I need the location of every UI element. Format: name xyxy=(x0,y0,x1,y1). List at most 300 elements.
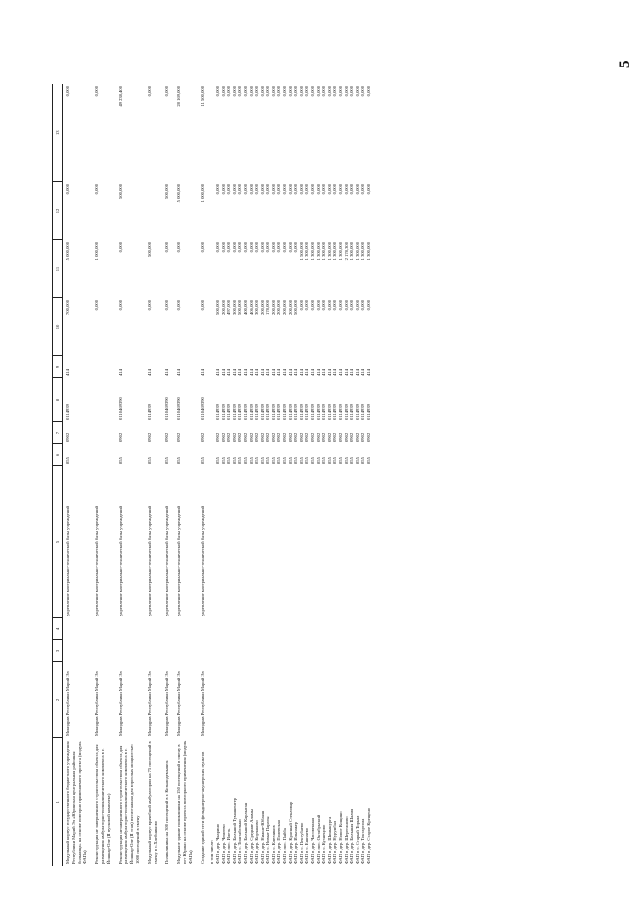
table-cell: 0,000 xyxy=(94,184,100,195)
table-cell: 0,000 xyxy=(310,300,316,311)
table-cell: 0114939 xyxy=(365,404,371,420)
table-cell xyxy=(162,640,174,662)
table-cell: укрепление материально-технической базы учреждений xyxy=(146,505,152,616)
fap-row xyxy=(366,84,372,866)
table-cell: 0,000 xyxy=(226,184,232,195)
table-cell: 0114939 xyxy=(298,404,304,420)
table-cell: 0114939 xyxy=(332,404,338,420)
table-cell: 414 xyxy=(65,369,70,376)
table-cell: 414 xyxy=(237,369,243,376)
table-cell: 0902 xyxy=(282,432,288,442)
table-cell: 0,000 xyxy=(360,184,366,195)
fap-name: ФАП в дер. Старое Крещено xyxy=(365,807,371,864)
table-cell: 0,000 xyxy=(354,184,360,195)
table-cell: 0,000 xyxy=(315,300,321,311)
table-cell: 0114939 xyxy=(226,404,232,420)
table-cell: 0,000 xyxy=(338,86,343,97)
table-cell: 414 xyxy=(287,369,293,376)
empty-cell xyxy=(366,662,372,738)
table-cell: 0,000 xyxy=(349,86,355,97)
table-cell: 0902 xyxy=(343,432,349,442)
table-cell: 0,000 xyxy=(304,184,310,195)
table-cell: 0902 xyxy=(310,432,316,442)
table-cell: 0,000 xyxy=(270,184,276,195)
table-cell: 0,000 xyxy=(231,184,237,195)
table-cell: 500,000 xyxy=(293,300,299,315)
table-cell: 497,000 xyxy=(226,300,232,315)
table-cell: 0,000 xyxy=(321,300,327,311)
table-cell: 0,000 xyxy=(237,86,243,97)
table-cell: 406,000 xyxy=(248,300,254,315)
table-cell: 0902 xyxy=(298,432,304,442)
table-cell: 0902 xyxy=(338,432,343,442)
fap-name: ФАП в с. Новые Параты xyxy=(265,816,271,864)
table-cell xyxy=(92,444,115,466)
table-cell: 0,000 xyxy=(65,86,70,97)
table-cell: 414 xyxy=(282,369,288,376)
fap-name: ФАП в с. Старый Торьял xyxy=(354,815,360,864)
table-cell xyxy=(92,640,115,662)
table-cell: 855 xyxy=(237,457,243,464)
table-cell: 0902 xyxy=(164,432,170,442)
table-cell: 1 300,000 xyxy=(315,242,321,261)
table-cell: 0902 xyxy=(199,432,205,442)
fap-name: ФАП в дер. Ильпакер xyxy=(293,821,299,864)
empty-cell xyxy=(366,640,372,662)
table-cell: 855 xyxy=(332,457,338,464)
table-cell: 0,000 xyxy=(321,184,327,195)
table-cell: 0114939 xyxy=(242,404,248,420)
in-that-number-label: в том числе: xyxy=(209,840,215,864)
table-cell: 0,000 xyxy=(349,184,355,195)
project-row xyxy=(174,84,197,866)
table-cell: 855 xyxy=(310,457,316,464)
table-cell: 0114939 xyxy=(349,404,355,420)
table-cell xyxy=(92,356,115,378)
table-cell: 0,000 xyxy=(360,300,366,311)
fap-name: ФАП в пос. Пайба xyxy=(282,828,288,864)
table-cell: 855 xyxy=(176,457,182,464)
table-cell: 200,000 xyxy=(270,300,276,315)
table-cell: 0114939 xyxy=(326,404,332,420)
table-cell: 414 xyxy=(298,369,304,376)
empty-cell xyxy=(366,618,372,640)
table-cell: 200,000 xyxy=(259,300,265,315)
table-cell: 1 300,000 xyxy=(310,242,316,261)
table-cell: 414 xyxy=(310,369,316,376)
column-header: 5 xyxy=(53,466,63,618)
table-cell: 0,000 xyxy=(326,184,332,195)
table-cell: Реконструкция незавершенного строительством объекта для размещения амбулаторно-поликлинического комплекса в г. Йошкар-Оле (II этап) пятиэтажная для взрослых мощностью 1000 посещений в смену xyxy=(117,744,140,864)
table-cell: 0,000 xyxy=(117,242,123,253)
table-cell: 0902 xyxy=(265,432,271,442)
table-cell: 855 xyxy=(220,457,226,464)
table-cell: 0,000 xyxy=(146,86,152,97)
table-cell: 414 xyxy=(321,369,327,376)
table-cell: 0,000 xyxy=(304,86,310,97)
table-cell: 0,000 xyxy=(287,242,293,253)
project-row xyxy=(116,84,145,866)
table-cell: 0114939 xyxy=(270,404,276,420)
table-cell: 0902 xyxy=(365,432,371,442)
table-cell: 2 178,300 xyxy=(343,242,349,261)
table-cell: 500,000 xyxy=(117,184,123,199)
table-cell: 0,000 xyxy=(343,184,349,195)
fap-name: ФАП в пос. Илеть xyxy=(226,828,232,864)
table-cell: 0,000 xyxy=(270,242,276,253)
table-cell: 414 xyxy=(164,369,170,376)
fap-name: ФАП в дер. Большая Шалия xyxy=(349,808,355,864)
table-cell: 0902 xyxy=(293,432,299,442)
table-cell: 855 xyxy=(349,457,355,464)
table-body xyxy=(63,84,372,866)
table-cell xyxy=(63,618,93,640)
table-cell: укрепление материально-технической базы учреждений xyxy=(94,505,100,616)
table-cell: 1 300,000 xyxy=(304,242,310,261)
table-cell: 414 xyxy=(226,369,232,376)
table-cell: 414 xyxy=(220,369,226,376)
table-cell: 0,000 xyxy=(259,242,265,253)
fap-name: ФАП в с. Тоштабельки xyxy=(237,819,243,864)
table-cell: 855 xyxy=(293,457,299,464)
table-cell: 0,000 xyxy=(276,242,282,253)
table-cell: 0902 xyxy=(242,432,248,442)
table-cell: 0,000 xyxy=(226,86,232,97)
table-cell: 0,000 xyxy=(360,86,366,97)
table-cell: укрепление материально-технической базы учреждений xyxy=(199,505,205,616)
table-cell: укрепление материально-технической базы учреждений xyxy=(65,505,70,616)
fap-name: ФАП в дер. Новое Кощино xyxy=(338,811,343,864)
table-cell: Модульное здание поликлиники на 150 посещений в смену в пгт Юрино на основе проекта повторного применения (модуль ФАПа) xyxy=(176,740,193,864)
table-cell: 0114939 xyxy=(360,404,366,420)
fap-name: ФАП в дер. Корчаково xyxy=(254,820,260,864)
table-cell: 0902 xyxy=(226,432,232,442)
table-cell: укрепление материально-технической базы учреждений xyxy=(117,505,123,616)
table-cell xyxy=(174,618,197,640)
table-cell: 0,000 xyxy=(298,300,304,311)
table-cell: Минздрав Республики Марий Эл xyxy=(65,671,70,736)
table-cell: 0,000 xyxy=(310,184,316,195)
table-cell: 0,000 xyxy=(332,300,338,311)
table-cell: 0114939 xyxy=(220,404,226,420)
table-cell: 0110469390 xyxy=(117,397,123,420)
fap-name: ФАП в с. Пектубаево xyxy=(298,822,304,864)
budget-table xyxy=(52,84,372,866)
table-cell: 0,000 xyxy=(94,300,100,311)
fap-name: ФАП в с. Кузнецово xyxy=(321,824,327,864)
table-cell: 0,000 xyxy=(293,184,299,195)
table-cell: 1 000,000 xyxy=(199,184,205,203)
fap-name: ФАП в дер. Шереганово xyxy=(343,816,349,864)
table-cell: 0,000 xyxy=(304,300,310,311)
fap-name: ФАП в дер. Средние Аламы xyxy=(248,809,254,864)
table-cell: укрепление материально-технической базы учреждений xyxy=(176,505,182,616)
table-cell: 414 xyxy=(242,369,248,376)
table-cell: Минздрав Республики Марий Эл xyxy=(146,671,152,736)
table-cell xyxy=(198,640,210,662)
table-cell: 0,000 xyxy=(343,300,349,311)
project-row xyxy=(92,84,115,866)
table-cell: 414 xyxy=(176,369,182,376)
table-cell: 0,000 xyxy=(265,242,271,253)
table-cell: 855 xyxy=(365,457,371,464)
project-row xyxy=(198,84,210,866)
table-cell: 1 300,000 xyxy=(360,242,366,261)
table-cell: 0,000 xyxy=(176,300,182,311)
table-cell: 855 xyxy=(315,457,321,464)
table-cell: 28 169,000 xyxy=(176,86,182,107)
table-cell: 200,000 xyxy=(287,300,293,315)
project-row xyxy=(162,84,174,866)
column-header: 10 xyxy=(53,298,63,356)
table-cell: 855 xyxy=(242,457,248,464)
table-cell: 0,000 xyxy=(231,242,237,253)
table-cell: 300,000 xyxy=(231,300,237,315)
table-cell: 855 xyxy=(343,457,349,464)
table-cell: 414 xyxy=(343,369,349,376)
table-cell: 0,000 xyxy=(293,242,299,253)
table-cell: 0902 xyxy=(254,432,260,442)
table-cell: 0,000 xyxy=(259,184,265,195)
table-cell: 0,000 xyxy=(254,86,260,97)
fap-name: ФАП в дер. Нижне-Юбаяш xyxy=(259,810,265,864)
table-cell: 855 xyxy=(146,457,152,464)
column-header: 11 xyxy=(53,240,63,298)
table-cell: 0902 xyxy=(326,432,332,442)
table-cell: 414 xyxy=(270,369,276,376)
table-cell: 0,000 xyxy=(94,86,100,97)
table-cell: 855 xyxy=(199,457,205,464)
fap-name: ФАП в дер. Шиньшурга xyxy=(326,816,332,864)
table-cell: 0,000 xyxy=(199,300,205,311)
table-cell: 855 xyxy=(354,457,360,464)
table-cell: 0114939 xyxy=(265,404,271,420)
table-cell: укрепление материально-технической базы учреждений xyxy=(164,505,170,616)
table-cell: 1 300,000 xyxy=(326,242,332,261)
table-cell: 855 xyxy=(248,457,254,464)
table-cell: 1 300,000 xyxy=(354,242,360,261)
table-cell: 0,000 xyxy=(237,242,243,253)
table-cell: 0,000 xyxy=(254,184,260,195)
table-cell: 414 xyxy=(276,369,282,376)
table-cell: 414 xyxy=(248,369,254,376)
table-cell: 414 xyxy=(365,369,371,376)
table-cell: 855 xyxy=(214,457,220,464)
table-cell: 1 300,000 xyxy=(338,242,343,261)
table-cell xyxy=(116,640,145,662)
table-cell: 0114939 xyxy=(276,404,282,420)
table-cell: 855 xyxy=(321,457,327,464)
table-cell: 0902 xyxy=(315,432,321,442)
table-cell: 0,000 xyxy=(365,184,371,195)
table-cell xyxy=(145,640,163,662)
table-cell: 0114939 xyxy=(231,404,237,420)
table-cell: 700,000 xyxy=(65,300,70,315)
table-cell: 855 xyxy=(276,457,282,464)
empty-cell xyxy=(366,466,372,618)
column-header: 2 xyxy=(53,662,63,738)
table-cell: 0114939 xyxy=(65,404,70,420)
table-cell: 0114939 xyxy=(248,404,254,420)
table-cell: 0,000 xyxy=(254,242,260,253)
column-header: 13 xyxy=(53,84,63,182)
table-cell: 0902 xyxy=(176,432,182,442)
table-cell: 414 xyxy=(259,369,265,376)
table-cell xyxy=(162,618,174,640)
table-cell: 0114939 xyxy=(354,404,360,420)
table-cell: 200,000 xyxy=(276,300,282,315)
table-cell: 0114939 xyxy=(287,404,293,420)
table-cell: 0,000 xyxy=(270,86,276,97)
table-cell: 0114939 xyxy=(237,404,243,420)
table-cell: 500,000 xyxy=(146,242,152,257)
table-cell: 855 xyxy=(265,457,271,464)
table-cell: 0902 xyxy=(321,432,327,442)
table-cell: 49 238,400 xyxy=(117,86,123,107)
table-cell: 0,000 xyxy=(321,86,327,97)
table-cell: 0,000 xyxy=(332,184,338,195)
table-cell: 0,000 xyxy=(276,86,282,97)
table-cell: 855 xyxy=(226,457,232,464)
table-cell: 0,000 xyxy=(220,86,226,97)
table-cell: 0110469390 xyxy=(176,397,182,420)
column-number-header xyxy=(53,84,63,866)
fap-name: ФАП в дер. Полевская xyxy=(276,820,282,864)
column-header: 7 xyxy=(53,422,63,444)
table-cell: 0902 xyxy=(354,432,360,442)
table-cell: 414 xyxy=(265,369,271,376)
table-cell: 0,000 xyxy=(326,86,332,97)
table-cell: 0902 xyxy=(360,432,366,442)
table-cell xyxy=(198,618,210,640)
table-cell: 0,000 xyxy=(242,184,248,195)
table-cell: 0902 xyxy=(349,432,355,442)
table-cell: 0,000 xyxy=(338,184,343,195)
table-cell: 500,000 xyxy=(164,184,170,199)
table-cell: 0902 xyxy=(248,432,254,442)
column-header: 9 xyxy=(53,356,63,378)
table-cell: 0,000 xyxy=(338,300,343,311)
table-cell: 200,000 xyxy=(282,300,288,315)
table-cell: 0,000 xyxy=(248,86,254,97)
table-cell: 0,000 xyxy=(365,86,371,97)
table-cell: 0114939 xyxy=(293,404,299,420)
table-cell: 1 300,000 xyxy=(349,242,355,261)
table-cell: 0,000 xyxy=(287,184,293,195)
rotated-table-wrapper xyxy=(52,84,627,866)
table-cell: 0114939 xyxy=(214,404,220,420)
table-cell: 0,000 xyxy=(164,86,170,97)
table-cell: 0902 xyxy=(332,432,338,442)
column-header: 12 xyxy=(53,182,63,240)
table-cell: 0110469390 xyxy=(199,397,205,420)
table-cell: 414 xyxy=(332,369,338,376)
table-cell: 855 xyxy=(270,457,276,464)
table-cell: 0,000 xyxy=(298,184,304,195)
table-cell: 0902 xyxy=(146,432,152,442)
column-header: 6 xyxy=(53,444,63,466)
table-cell xyxy=(174,640,197,662)
table-cell: 414 xyxy=(326,369,332,376)
table-cell: 414 xyxy=(354,369,360,376)
table-cell: 0114939 xyxy=(343,404,349,420)
table-cell: 1 500,000 xyxy=(298,242,304,261)
table-cell: 0,000 xyxy=(237,184,243,195)
table-cell: 0,000 xyxy=(293,86,299,97)
table-cell: 414 xyxy=(231,369,237,376)
table-cell: 0,000 xyxy=(199,242,205,253)
table-cell: 414 xyxy=(315,369,321,376)
table-cell: 0,000 xyxy=(226,242,232,253)
table-cell: 0,000 xyxy=(214,86,220,97)
column-header: 4 xyxy=(53,618,63,640)
table-cell: 0,000 xyxy=(231,86,237,97)
table-cell: 855 xyxy=(338,457,343,464)
table-cell: 0902 xyxy=(270,432,276,442)
table-cell: Модульный корпус врачебной амбулатории на 75 посещений в смену в с.Хлебниково xyxy=(146,741,158,864)
table-cell: Реконструкция не завершенного строительством объекта для размещения амбулаторно-поликлинического комплекса в г. Йошкар-Оле (II пусковой комплекс) xyxy=(94,744,111,864)
table-cell: Минздрав Республики Марий Эл xyxy=(199,671,205,736)
fap-name: ФАП в дер. Чкарино xyxy=(214,823,220,864)
table-cell: 0,000 xyxy=(248,184,254,195)
table-cell: 414 xyxy=(304,369,310,376)
table-cell: 0,000 xyxy=(164,300,170,311)
table-cell: 414 xyxy=(254,369,260,376)
table-cell xyxy=(145,618,163,640)
table-cell: 0,000 xyxy=(354,86,360,97)
table-cell: 855 xyxy=(254,457,260,464)
fap-name: ФАП в с. Ешпаево xyxy=(304,827,310,864)
table-cell: 855 xyxy=(65,457,70,464)
table-cell: 0,000 xyxy=(259,86,265,97)
table-cell: 414 xyxy=(199,369,205,376)
table-cell: 0,000 xyxy=(146,300,152,311)
table-cell: 0114939 xyxy=(146,404,152,420)
table-cell: 300,000 xyxy=(254,300,260,315)
project-row xyxy=(63,84,93,866)
table-cell: 500,000 xyxy=(214,300,220,315)
table-cell: 1 000,000 xyxy=(94,242,100,261)
table-cell: 0,000 xyxy=(315,86,321,97)
table-cell: 0,000 xyxy=(220,242,226,253)
table-cell: 0,000 xyxy=(354,300,360,311)
table-cell: 855 xyxy=(360,457,366,464)
table-cell: 0114939 xyxy=(310,404,316,420)
table-cell: Минздрав Республики Марий Эл xyxy=(117,671,123,736)
table-cell: 0,000 xyxy=(265,86,271,97)
table-cell: 11 500,000 xyxy=(199,86,205,107)
table-cell: Модульный корпус государственного бюджетного учреждения Республики Марий Эл «Юринская центральная районная больница» на основе повторно применяемого проекта (модуль ФАПа) xyxy=(65,741,88,864)
table-cell: 0,000 xyxy=(214,184,220,195)
table-cell: 0,000 xyxy=(242,86,248,97)
table-cell: 414 xyxy=(349,369,355,376)
table-cell: 0902 xyxy=(304,432,310,442)
fap-name: ФАП в дер. Большой Карлыган xyxy=(242,802,248,864)
table-cell: 0902 xyxy=(117,432,123,442)
table-cell: 0,000 xyxy=(287,86,293,97)
fap-name: ФАП в дер. Большой Тумашенгер xyxy=(231,797,237,864)
table-cell xyxy=(116,618,145,640)
table-cell: 855 xyxy=(326,457,332,464)
table-cell: 0,000 xyxy=(282,86,288,97)
table-cell: 0,000 xyxy=(248,242,254,253)
table-cell: 414 xyxy=(293,369,299,376)
table-cell: 1 300,000 xyxy=(332,242,338,261)
column-header: 3 xyxy=(53,640,63,662)
table-cell: 855 xyxy=(282,457,288,464)
table-cell: 855 xyxy=(231,457,237,464)
table-cell: 0114939 xyxy=(338,404,343,420)
